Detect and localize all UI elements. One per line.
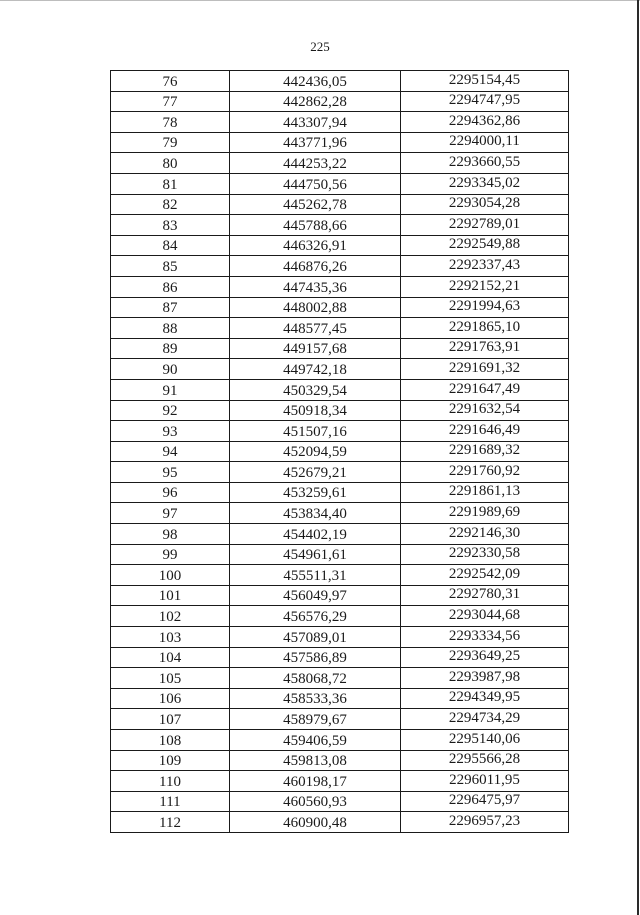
- scan-edge-top: [0, 0, 640, 1]
- x-coordinate-cell: [230, 709, 401, 730]
- x-coordinate-text: 454961,61: [283, 547, 347, 564]
- y-coordinate-text: 2291861,13: [448, 483, 521, 500]
- point-number-cell: [111, 482, 230, 503]
- x-coordinate-cell: [230, 750, 401, 771]
- table-row: [111, 359, 569, 380]
- x-coordinate-cell: [230, 153, 401, 174]
- x-coordinate-text: 451507,16: [283, 423, 347, 440]
- point-number-text: 82: [162, 197, 178, 214]
- y-coordinate-cell: [401, 441, 569, 462]
- y-coordinate-cell: [401, 215, 569, 236]
- y-coordinate-text: 2296475,97: [448, 792, 521, 809]
- table-row: [111, 153, 569, 174]
- point-number-text: 78: [162, 114, 178, 131]
- point-number-cell: [111, 750, 230, 771]
- point-number-cell: [111, 173, 230, 194]
- x-coordinate-text: 453259,61: [283, 485, 347, 502]
- x-coordinate-cell: [230, 544, 401, 565]
- y-coordinate-text: 2295140,06: [448, 730, 521, 747]
- point-number-text: 107: [158, 712, 182, 728]
- y-coordinate-text: 2291994,63: [448, 298, 521, 315]
- x-coordinate-text: 449742,18: [283, 361, 347, 378]
- x-coordinate-text: 457089,01: [283, 629, 347, 646]
- x-coordinate-text: 456049,97: [283, 588, 347, 605]
- y-coordinate-text: 2292789,01: [448, 215, 521, 232]
- point-number-cell: [111, 379, 230, 400]
- point-number-text: 91: [162, 382, 178, 399]
- table-row: [111, 812, 569, 833]
- point-number-cell: [111, 791, 230, 812]
- table-row: [111, 544, 569, 565]
- x-coordinate-text: 452094,59: [283, 444, 347, 461]
- y-coordinate-cell: [401, 194, 569, 215]
- y-coordinate-cell: [401, 256, 569, 277]
- table-row: [111, 750, 569, 771]
- point-number-text: 89: [162, 341, 178, 358]
- y-coordinate-text: 2293054,28: [448, 195, 521, 212]
- y-coordinate-cell: [401, 606, 569, 627]
- point-number-text: 92: [162, 403, 178, 420]
- x-coordinate-cell: [230, 318, 401, 339]
- point-number-text: 87: [162, 300, 178, 317]
- y-coordinate-cell: [401, 235, 569, 256]
- y-coordinate-cell: [401, 688, 569, 709]
- y-coordinate-text: 2293345,02: [448, 174, 521, 191]
- table-row: [111, 132, 569, 153]
- x-coordinate-text: 450918,34: [283, 403, 347, 420]
- point-number-cell: [111, 627, 230, 648]
- y-coordinate-text: 2294747,95: [448, 92, 521, 109]
- table-row: [111, 112, 569, 133]
- point-number-text: 111: [159, 794, 181, 811]
- x-coordinate-cell: [230, 400, 401, 421]
- x-coordinate-cell: [230, 91, 401, 112]
- x-coordinate-cell: [230, 297, 401, 318]
- y-coordinate-text: 2296011,95: [449, 771, 520, 788]
- point-number-cell: [111, 297, 230, 318]
- y-coordinate-cell: [401, 482, 569, 503]
- point-number-text: 102: [158, 609, 182, 626]
- table-row: [111, 709, 569, 730]
- y-coordinate-text: 2295154,45: [448, 71, 521, 88]
- point-number-text: 101: [158, 588, 182, 605]
- point-number-cell: [111, 276, 230, 297]
- y-coordinate-cell: [401, 173, 569, 194]
- point-number-cell: [111, 771, 230, 792]
- point-number-cell: [111, 91, 230, 112]
- x-coordinate-text: 444750,56: [283, 176, 347, 193]
- y-coordinate-text: 2293044,68: [448, 607, 521, 624]
- x-coordinate-cell: [230, 359, 401, 380]
- x-coordinate-text: 446876,26: [283, 258, 347, 275]
- point-number-text: 85: [162, 258, 178, 275]
- x-coordinate-text: 460198,17: [283, 773, 347, 790]
- point-number-text: 103: [158, 629, 182, 646]
- y-coordinate-cell: [401, 421, 569, 442]
- y-coordinate-text: 2291646,49: [448, 421, 521, 438]
- point-number-cell: [111, 585, 230, 606]
- table-row: [111, 647, 569, 668]
- table-row: [111, 379, 569, 400]
- x-coordinate-text: 453834,40: [283, 506, 347, 523]
- x-coordinate-text: 445262,78: [283, 197, 347, 214]
- point-number-cell: [111, 256, 230, 277]
- point-number-text: 99: [162, 547, 178, 564]
- y-coordinate-cell: [401, 318, 569, 339]
- point-number-text: 109: [158, 753, 182, 770]
- x-coordinate-cell: [230, 668, 401, 689]
- table-row: [111, 297, 569, 318]
- point-number-text: 110: [159, 773, 181, 790]
- point-number-cell: [111, 668, 230, 689]
- table-row: [111, 91, 569, 112]
- y-coordinate-text: 2292542,09: [448, 565, 521, 582]
- coordinates-table-body: [111, 71, 569, 833]
- point-number-cell: [111, 812, 230, 833]
- table-row: [111, 194, 569, 215]
- table-row: [111, 462, 569, 483]
- table-row: [111, 524, 569, 545]
- x-coordinate-cell: [230, 585, 401, 606]
- y-coordinate-text: 2293649,25: [448, 648, 521, 665]
- x-coordinate-cell: [230, 173, 401, 194]
- x-coordinate-cell: [230, 132, 401, 153]
- y-coordinate-text: 2291691,32: [448, 359, 521, 376]
- table-row: [111, 215, 569, 236]
- table-row: [111, 585, 569, 606]
- point-number-cell: [111, 71, 230, 92]
- y-coordinate-cell: [401, 524, 569, 545]
- point-number-text: 97: [162, 506, 178, 523]
- y-coordinate-cell: [401, 462, 569, 483]
- scan-edge-right: [637, 0, 639, 915]
- y-coordinate-cell: [401, 71, 569, 92]
- y-coordinate-text: 2291763,91: [448, 339, 521, 356]
- y-coordinate-text: 2292330,58: [448, 545, 521, 562]
- point-number-text: 106: [158, 691, 182, 708]
- point-number-cell: [111, 709, 230, 730]
- x-coordinate-cell: [230, 482, 401, 503]
- y-coordinate-text: 2291760,92: [448, 462, 521, 479]
- point-number-cell: [111, 132, 230, 153]
- x-coordinate-text: 443307,94: [283, 114, 347, 131]
- point-number-cell: [111, 421, 230, 442]
- x-coordinate-cell: [230, 688, 401, 709]
- y-coordinate-cell: [401, 276, 569, 297]
- table-row: [111, 730, 569, 751]
- y-coordinate-cell: [401, 297, 569, 318]
- x-coordinate-text: 442862,28: [283, 94, 347, 111]
- table-row: [111, 791, 569, 812]
- x-coordinate-text: 458979,67: [283, 712, 347, 728]
- y-coordinate-cell: [401, 750, 569, 771]
- x-coordinate-cell: [230, 194, 401, 215]
- point-number-text: 94: [162, 444, 178, 461]
- y-coordinate-text: 2291647,49: [448, 380, 521, 397]
- y-coordinate-cell: [401, 771, 569, 792]
- x-coordinate-cell: [230, 379, 401, 400]
- x-coordinate-cell: [230, 441, 401, 462]
- table-row: [111, 400, 569, 421]
- y-coordinate-cell: [401, 627, 569, 648]
- point-number-text: 104: [158, 650, 182, 667]
- table-row: [111, 71, 569, 92]
- y-coordinate-cell: [401, 379, 569, 400]
- y-coordinate-text: 2293660,55: [448, 153, 521, 170]
- point-number-cell: [111, 565, 230, 586]
- table-row: [111, 421, 569, 442]
- x-coordinate-cell: [230, 338, 401, 359]
- x-coordinate-text: 448002,88: [283, 300, 347, 317]
- y-coordinate-text: 2291865,10: [448, 318, 521, 335]
- y-coordinate-text: 2294000,11: [449, 133, 520, 150]
- x-coordinate-text: 450329,54: [283, 382, 347, 399]
- point-number-cell: [111, 400, 230, 421]
- y-coordinate-text: 2293987,98: [448, 668, 521, 685]
- point-number-cell: [111, 647, 230, 668]
- x-coordinate-text: 444253,22: [283, 155, 347, 172]
- x-coordinate-cell: [230, 235, 401, 256]
- point-number-text: 95: [162, 464, 178, 481]
- y-coordinate-text: 2294362,86: [448, 112, 521, 129]
- point-number-cell: [111, 235, 230, 256]
- x-coordinate-cell: [230, 565, 401, 586]
- x-coordinate-text: 460900,48: [283, 814, 347, 831]
- x-coordinate-cell: [230, 647, 401, 668]
- page-number: 225: [310, 39, 330, 54]
- x-coordinate-cell: [230, 730, 401, 751]
- x-coordinate-cell: [230, 627, 401, 648]
- y-coordinate-cell: [401, 338, 569, 359]
- x-coordinate-text: 448577,45: [283, 320, 347, 337]
- x-coordinate-cell: [230, 606, 401, 627]
- point-number-text: 105: [158, 670, 182, 687]
- x-coordinate-cell: [230, 462, 401, 483]
- point-number-cell: [111, 544, 230, 565]
- x-coordinate-cell: [230, 276, 401, 297]
- y-coordinate-cell: [401, 791, 569, 812]
- x-coordinate-text: 458068,72: [283, 670, 347, 687]
- point-number-text: 93: [162, 423, 178, 440]
- y-coordinate-text: 2291689,32: [448, 442, 521, 459]
- point-number-cell: [111, 730, 230, 751]
- table-row: [111, 482, 569, 503]
- y-coordinate-text: 2291989,69: [448, 504, 521, 521]
- y-coordinate-text: 2294349,95: [448, 689, 521, 706]
- y-coordinate-text: 2292152,21: [448, 277, 521, 294]
- x-coordinate-cell: [230, 503, 401, 524]
- point-number-cell: [111, 318, 230, 339]
- coordinates-table: [110, 70, 569, 833]
- table-row: [111, 256, 569, 277]
- y-coordinate-cell: [401, 647, 569, 668]
- point-number-text: 81: [162, 176, 178, 193]
- y-coordinate-text: 2293334,56: [448, 627, 521, 644]
- x-coordinate-text: 457586,89: [283, 650, 347, 667]
- x-coordinate-text: 458533,36: [283, 691, 347, 708]
- point-number-text: 77: [162, 94, 178, 111]
- point-number-text: 98: [162, 526, 178, 543]
- y-coordinate-cell: [401, 132, 569, 153]
- table-row: [111, 276, 569, 297]
- point-number-text: 108: [158, 732, 182, 749]
- y-coordinate-text: 2295566,28: [448, 751, 521, 768]
- point-number-text: 112: [159, 814, 181, 831]
- point-number-text: 79: [162, 135, 178, 152]
- y-coordinate-text: 2294734,29: [448, 710, 521, 726]
- point-number-cell: [111, 194, 230, 215]
- x-coordinate-text: 442436,05: [283, 73, 347, 90]
- table-row: [111, 173, 569, 194]
- y-coordinate-text: 2292146,30: [448, 524, 521, 541]
- x-coordinate-text: 446326,91: [283, 238, 347, 255]
- x-coordinate-text: 456576,29: [283, 609, 347, 626]
- y-coordinate-cell: [401, 730, 569, 751]
- x-coordinate-cell: [230, 256, 401, 277]
- y-coordinate-text: 2292780,31: [448, 586, 521, 603]
- point-number-cell: [111, 215, 230, 236]
- point-number-cell: [111, 359, 230, 380]
- point-number-cell: [111, 462, 230, 483]
- point-number-cell: [111, 688, 230, 709]
- point-number-cell: [111, 338, 230, 359]
- x-coordinate-text: 449157,68: [283, 341, 347, 358]
- point-number-cell: [111, 606, 230, 627]
- table-row: [111, 606, 569, 627]
- y-coordinate-cell: [401, 400, 569, 421]
- table-row: [111, 565, 569, 586]
- table-row: [111, 688, 569, 709]
- y-coordinate-cell: [401, 668, 569, 689]
- point-number-text: 90: [162, 361, 178, 378]
- x-coordinate-cell: [230, 812, 401, 833]
- x-coordinate-text: 455511,31: [283, 567, 347, 584]
- point-number-cell: [111, 153, 230, 174]
- table-row: [111, 441, 569, 462]
- y-coordinate-text: 2292337,43: [448, 256, 521, 273]
- y-coordinate-cell: [401, 112, 569, 133]
- x-coordinate-cell: [230, 71, 401, 92]
- x-coordinate-text: 459406,59: [283, 732, 347, 749]
- y-coordinate-cell: [401, 812, 569, 833]
- y-coordinate-text: 2292549,88: [448, 236, 521, 253]
- y-coordinate-cell: [401, 91, 569, 112]
- point-number-text: 100: [158, 567, 182, 584]
- point-number-text: 86: [162, 279, 178, 296]
- y-coordinate-cell: [401, 585, 569, 606]
- table-row: [111, 338, 569, 359]
- x-coordinate-cell: [230, 524, 401, 545]
- x-coordinate-text: 443771,96: [283, 135, 347, 152]
- point-number-text: 76: [162, 73, 178, 90]
- point-number-cell: [111, 112, 230, 133]
- x-coordinate-cell: [230, 421, 401, 442]
- x-coordinate-text: 454402,19: [283, 526, 347, 543]
- point-number-text: 83: [162, 217, 178, 234]
- point-number-text: 84: [162, 238, 178, 255]
- x-coordinate-text: 459813,08: [283, 753, 347, 770]
- point-number-text: 80: [162, 155, 178, 172]
- y-coordinate-cell: [401, 153, 569, 174]
- table-row: [111, 627, 569, 648]
- point-number-cell: [111, 524, 230, 545]
- table-row: [111, 771, 569, 792]
- x-coordinate-text: 460560,93: [283, 794, 347, 811]
- x-coordinate-text: 447435,36: [283, 279, 347, 296]
- y-coordinate-text: 2291632,54: [448, 401, 521, 418]
- point-number-cell: [111, 503, 230, 524]
- table-row: [111, 503, 569, 524]
- y-coordinate-text: 2296957,23: [448, 812, 521, 829]
- table-row: [111, 668, 569, 689]
- point-number-text: 96: [162, 485, 178, 502]
- table-row: [111, 318, 569, 339]
- x-coordinate-cell: [230, 791, 401, 812]
- x-coordinate-text: 445788,66: [283, 217, 347, 234]
- y-coordinate-cell: [401, 359, 569, 380]
- table-row: [111, 235, 569, 256]
- x-coordinate-cell: [230, 215, 401, 236]
- y-coordinate-cell: [401, 544, 569, 565]
- x-coordinate-text: 452679,21: [283, 464, 347, 481]
- point-number-cell: [111, 441, 230, 462]
- y-coordinate-cell: [401, 565, 569, 586]
- point-number-text: 88: [162, 320, 178, 337]
- x-coordinate-cell: [230, 771, 401, 792]
- y-coordinate-cell: [401, 709, 569, 730]
- y-coordinate-cell: [401, 503, 569, 524]
- x-coordinate-cell: [230, 112, 401, 133]
